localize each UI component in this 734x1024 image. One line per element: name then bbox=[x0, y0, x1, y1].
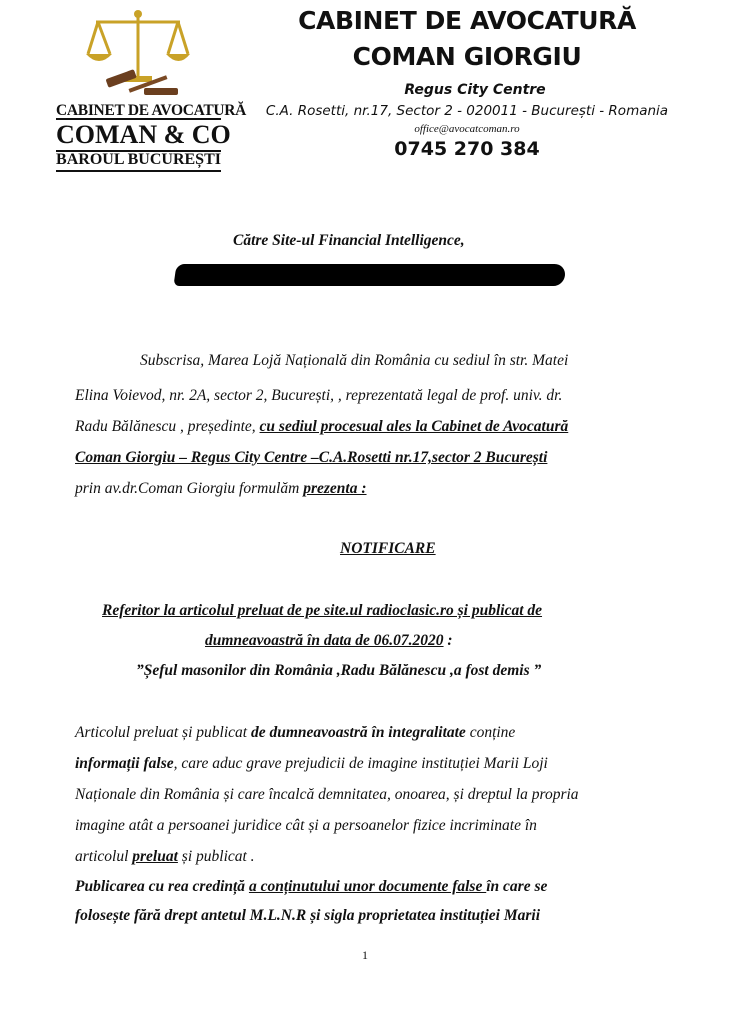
notice-title: NOTIFICARE bbox=[340, 540, 436, 557]
para3-line1 bbox=[75, 878, 547, 896]
para2-line1-text: Articolul preluat și publicat bbox=[75, 724, 251, 741]
para1-line1: Subscrisa, Marea Lojă Națională din România cu sediul în str. Matei bbox=[140, 352, 569, 369]
page-number: 1 bbox=[362, 948, 368, 962]
logo-text-cabinet: CABINET DE AVOCATURĂ bbox=[56, 102, 247, 119]
reference-line2 bbox=[205, 632, 453, 650]
para1-line5-text: prin av.dr.Coman Giorgiu formulăm bbox=[75, 480, 304, 497]
reference-line2-colon: : bbox=[443, 632, 453, 649]
para2-line1 bbox=[75, 724, 515, 742]
para2-line3: Naționale din România și care încalcă demnitatea, onoarea, și dreptul la propria bbox=[75, 786, 579, 803]
para1-line2: Elina Voievod, nr. 2A, sector 2, București, , reprezentată legal de prof. univ. dr. bbox=[75, 387, 563, 404]
reference-line1: Referitor la articolul preluat de pe site.ul radioclasic.ro și publicat de bbox=[102, 602, 543, 619]
para3-line1-text: Publicarea cu rea credință bbox=[75, 878, 249, 895]
para2-line2 bbox=[75, 755, 548, 773]
article-title-quote: ”Șeful masonilor din România ,Radu Bălănescu ,a fost demis ” bbox=[136, 662, 542, 679]
para2-line2-text: , care aduc grave prejudicii de imagine instituției Marii Loji bbox=[173, 755, 548, 772]
para1-line5 bbox=[75, 480, 367, 498]
para2-line1-emphasis: de dumneavoastră în integralitate bbox=[250, 724, 466, 741]
para3-line1-emphasis: a conținutului unor documente false bbox=[248, 878, 487, 895]
addressee-line: Către Site-ul Financial Intelligence, bbox=[233, 232, 465, 249]
para1-line4: Coman Giorgiu – Regus City Centre –C.A.Rosetti nr.17,sector 2 București bbox=[75, 449, 548, 466]
para1-line3 bbox=[75, 418, 568, 436]
para2-line2-emphasis: informații false bbox=[75, 755, 174, 772]
letterhead-address: C.A. Rosetti, nr.17, Sector 2 - 020011 - București - Romania bbox=[265, 103, 669, 119]
scales-of-justice-icon bbox=[84, 8, 192, 96]
para1-line3-text: Radu Bălănescu , președinte, bbox=[75, 418, 260, 435]
letterhead-phone: 0745 270 384 bbox=[394, 138, 540, 160]
para2-line1-tail: conține bbox=[465, 724, 516, 741]
letterhead-email: office@avocatcoman.ro bbox=[414, 123, 520, 135]
reference-line2-date: dumneavoastră în data de 06.07.2020 bbox=[205, 632, 444, 649]
para2-line5-emphasis: preluat bbox=[132, 848, 178, 865]
letterhead-firm-line2: COMAN GIORGIU bbox=[352, 42, 582, 71]
para3-line1-tail: în care se bbox=[486, 878, 548, 895]
para2-line5-text: articolul bbox=[75, 848, 133, 865]
letterhead-firm-line1: CABINET DE AVOCATURĂ bbox=[298, 6, 636, 35]
para1-line5-emphasis: prezenta : bbox=[303, 480, 367, 497]
redaction-bar bbox=[173, 264, 566, 286]
logo-text-firm: COMAN & CO bbox=[56, 118, 221, 152]
para2-line5-tail: și publicat . bbox=[177, 848, 255, 865]
para3-line2: folosește fără drept antetul M.L.N.R și sigla proprietatea instituției Marii bbox=[75, 907, 541, 924]
para1-line3-emphasis: cu sediul procesual ales la Cabinet de Avocatură bbox=[259, 418, 569, 435]
para2-line5 bbox=[75, 848, 255, 866]
para2-line4: imagine atât a persoanei juridice cât și a persoanelor fizice incriminate în bbox=[75, 817, 537, 834]
letterhead-office: Regus City Centre bbox=[404, 82, 546, 98]
firm-logo bbox=[56, 8, 247, 168]
logo-text-bar: BAROUL BUCUREȘTI bbox=[56, 150, 221, 172]
